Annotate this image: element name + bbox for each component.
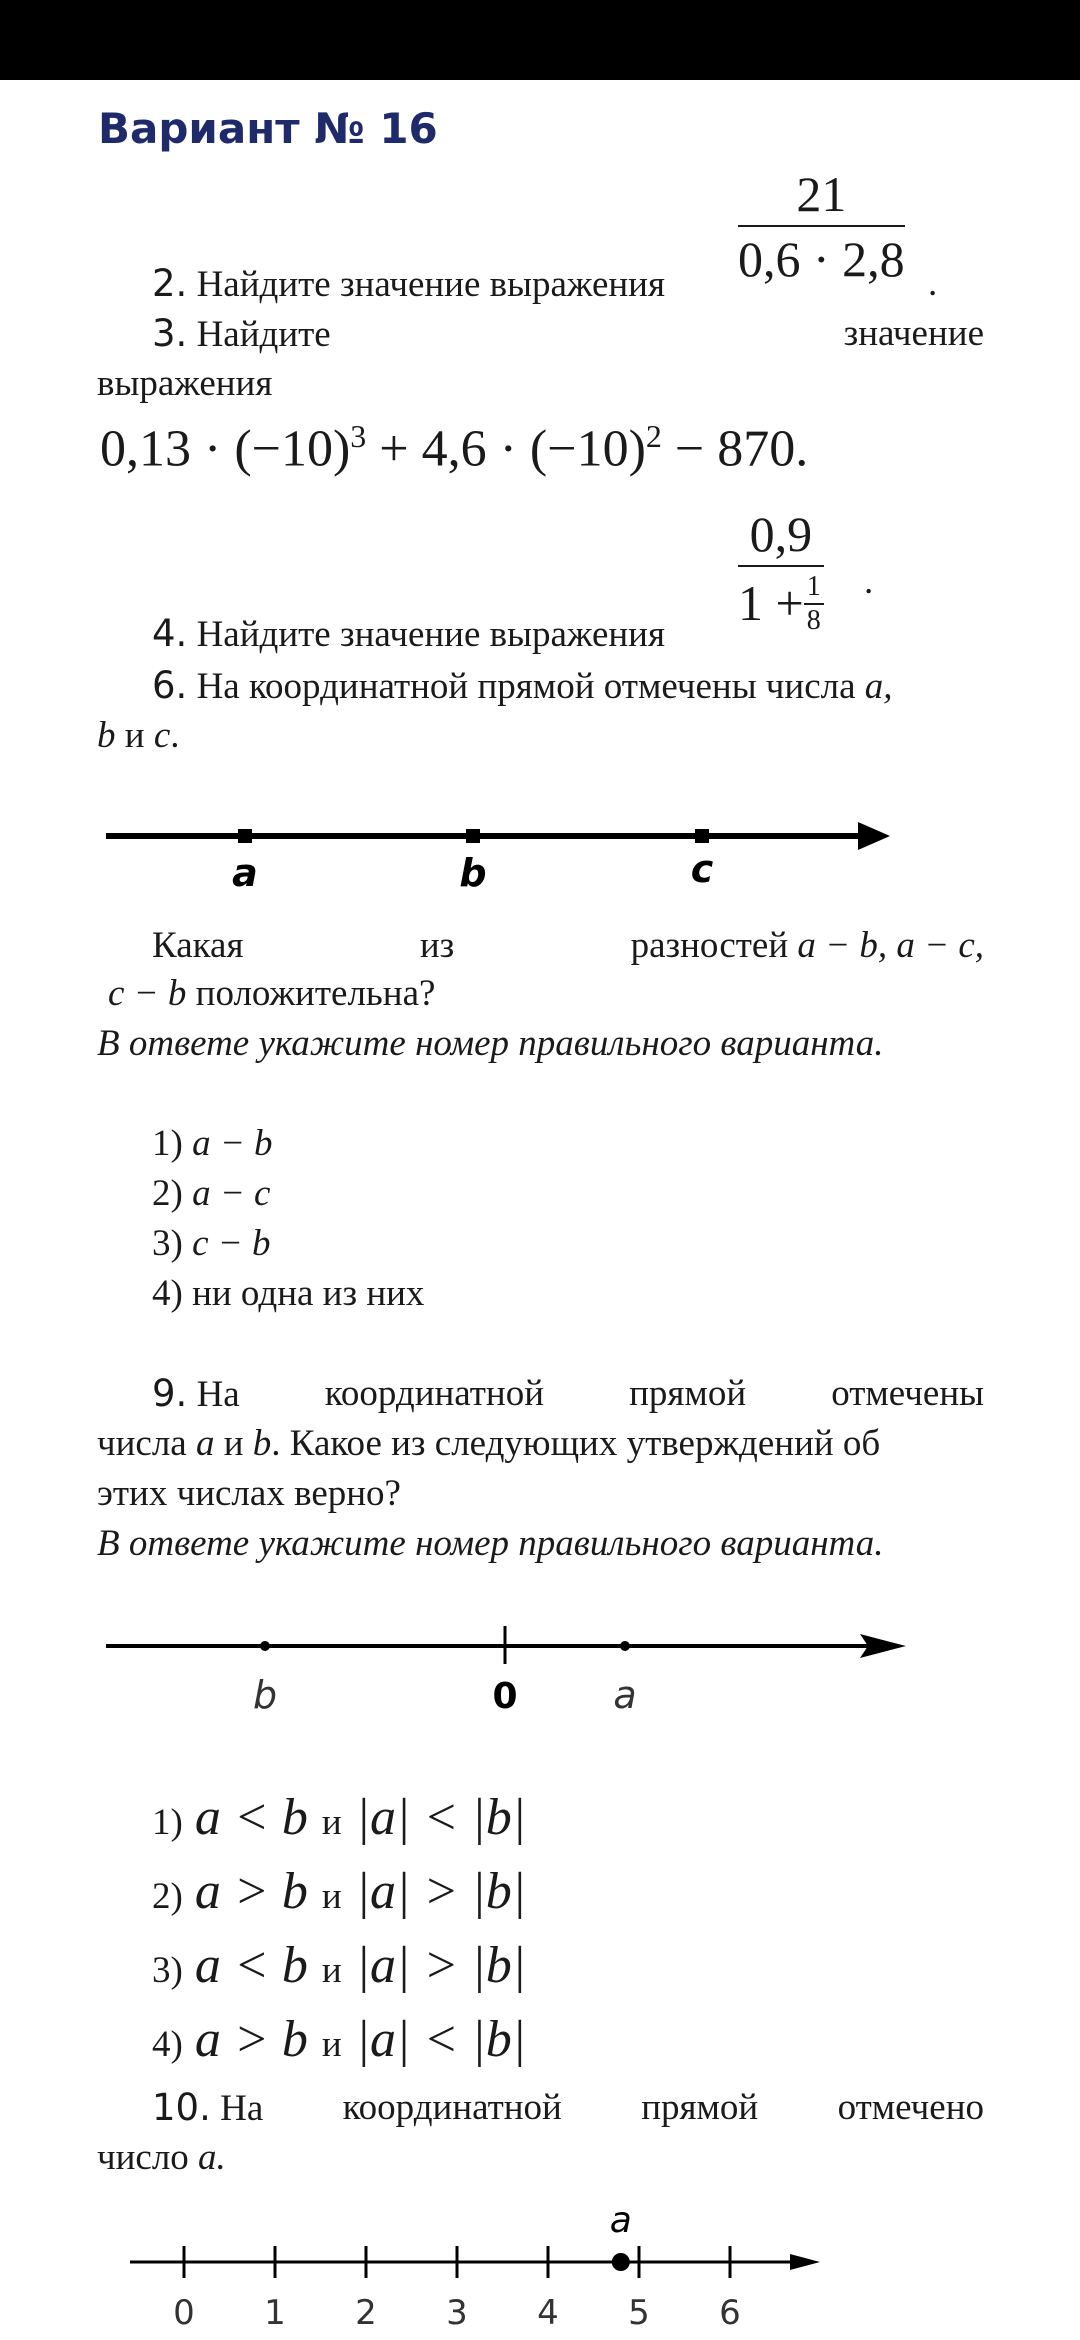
task6-var-c: c [153,715,171,756]
task6-question-line2 [108,972,435,1016]
status-bar [0,0,1080,80]
option-num: 4) [152,2024,183,2065]
option-rel: a > b [194,1863,308,1920]
task9-start [152,1372,240,1417]
task10-var-a: a. [198,2137,226,2178]
tick-label-6: 6 [719,2293,741,2333]
option-and: и [321,2024,342,2065]
option-expr: ни одна из них [192,1273,425,1314]
task9-line1 [152,1372,984,1417]
instruction-text: В ответе укажите номер правильного варианта. [97,1523,884,1564]
tick-label-0: 0 [173,2293,195,2333]
task9-number: 9. [152,1372,188,1415]
option-num: 1) [152,1123,193,1164]
number-line-task9 [100,1620,920,1730]
task3-line1 [152,312,984,357]
label-a: a [232,851,258,895]
task9-w1: На [196,1374,240,1415]
number-line-task6 [100,806,900,916]
option-abs: |a| < |b| [355,1789,527,1846]
task6-option-1 [152,1122,273,1166]
task10-number: 10. [152,2086,211,2129]
task3-line2: выражения [97,363,273,404]
q-word3: разностей [630,925,798,966]
task9-w2: координатной [324,1373,545,1414]
point-a [620,1641,630,1651]
task10-line1 [152,2086,984,2131]
task2-fraction [738,168,905,285]
task4-label: Найдите значение выражения [196,614,666,655]
task10-l2a: число [97,2137,199,2178]
option-expr: a − b [192,1123,273,1164]
task6-option-3 [152,1222,270,1266]
task9-line3: этих числах верно? [97,1473,401,1514]
option-num: 3) [152,1223,193,1264]
page-title: Вариант № 16 [98,104,438,153]
option-rel: a < b [194,1937,308,1994]
task3-word1: Найдите [196,314,331,355]
task9-option-2 [152,1862,526,1921]
instruction-text: В ответе укажите номер правильного варианта. [97,1023,884,1064]
task6-end: . [170,715,180,756]
option-abs: |a| > |b| [355,1863,527,1920]
tick-label-1: 1 [264,2293,286,2333]
point-a [238,829,252,843]
task9-l2b: и [214,1423,253,1464]
label-b: b [252,1673,278,1717]
task2-numerator: 21 [796,166,847,222]
task10-line2 [97,2136,226,2180]
option-abs: |a| > |b| [355,1937,527,1994]
option-and: и [321,1802,342,1843]
task4-small-fraction [804,570,824,636]
option-expr: c − b [192,1223,271,1264]
q-word2: из [419,925,455,966]
label-a: a [609,2200,632,2241]
option-expr: a − c [192,1173,271,1214]
option-and: и [321,1876,342,1917]
point-b [466,829,480,843]
task3-expr-a: 0,13 · (−10) [100,420,351,478]
task4-den-num: 1 [806,570,821,602]
task9-l2a: числа [97,1423,196,1464]
task3-number: 3. [152,312,188,355]
option-num: 1) [152,1802,183,1843]
q-word3-group [631,924,984,968]
fraction-bar [738,225,905,227]
task10-w3: прямой [641,2087,759,2128]
task6-var-a: a, [864,666,893,707]
option-num: 2) [152,1173,193,1214]
tick-group [173,2246,741,2333]
task6-question-line1 [152,924,984,968]
q-tail: положительна? [186,973,436,1014]
point-c [695,829,709,843]
task4-denominator [738,570,824,636]
task6-var-b: b [97,715,116,756]
task9-option-3 [152,1936,526,1995]
task3-expr-b: + 4,6 · (−10) [366,420,646,478]
task9-w3: прямой [629,1373,747,1414]
label-zero: 0 [492,1676,518,1717]
task4-number: 4. [152,612,188,655]
task2-label: Найдите значение выражения [196,264,666,305]
fraction-bar [738,565,824,567]
task10-start [152,2086,263,2131]
task3-exp1: 3 [350,418,367,454]
task9-var-a: a [195,1423,215,1464]
task9-option-1 [152,1788,526,1847]
option-abs: |a| < |b| [355,2011,527,2068]
number-line-task10 [120,2200,840,2336]
task2-text [152,262,665,307]
option-num: 4) [152,1273,193,1314]
task6-option-4 [152,1272,424,1316]
task9-option-4 [152,2010,526,2069]
task10-w4: отмечено [837,2087,984,2128]
task3-exp2: 2 [645,418,662,454]
task2-number: 2. [152,262,188,305]
task4-den-den: 8 [806,604,821,636]
option-rel: a > b [194,2011,308,2068]
task6-line2 [97,714,180,758]
task9-var-b: b [252,1423,272,1464]
tick-label-4: 4 [537,2293,559,2333]
task4-den-prefix: 1 + [738,575,804,632]
option-and: и [321,1950,342,1991]
label-a: a [613,1673,637,1717]
task3-word2: значение [843,313,984,354]
option-num: 3) [152,1950,183,1991]
task2-denominator: 0,6 · 2,8 [738,230,905,287]
task10-w1: На [220,2088,264,2129]
task4-fraction [738,508,824,635]
task4-text [152,612,665,657]
task9-line2 [97,1422,880,1466]
task6-and: и [115,715,154,756]
label-c: c [690,847,714,891]
task3-expression [100,418,808,478]
q-expr1: a − b, a − c, [797,925,984,966]
task9-w4: отмечены [831,1373,984,1414]
option-rel: a < b [194,1789,308,1846]
point-a [612,2253,630,2271]
label-b: b [459,851,487,895]
tick-label-2: 2 [355,2293,377,2333]
tick-label-3: 3 [446,2293,468,2333]
q-word1: Какая [152,925,244,966]
task4-end: . [864,561,874,602]
task6-number: 6. [152,664,188,707]
axis-arrow [858,822,890,850]
task2-end: . [928,263,938,304]
task3-start [152,312,331,357]
point-b [260,1641,270,1651]
task6-line1 [152,664,893,709]
tick-label-5: 5 [628,2293,650,2333]
q-expr2: c − b [108,973,187,1014]
task3-expr-c: − 870. [661,420,809,478]
task6-text: На координатной прямой отмечены числа [196,666,865,707]
task10-w2: координатной [342,2087,562,2128]
task6-instruction [97,1022,883,1066]
option-num: 2) [152,1876,183,1917]
task6-option-2 [152,1172,270,1216]
axis-arrow [790,2254,820,2270]
task4-numerator: 0,9 [749,506,813,562]
task9-instruction [97,1522,883,1566]
task9-l2c: . Какое из следующих утверждений об [271,1423,881,1464]
